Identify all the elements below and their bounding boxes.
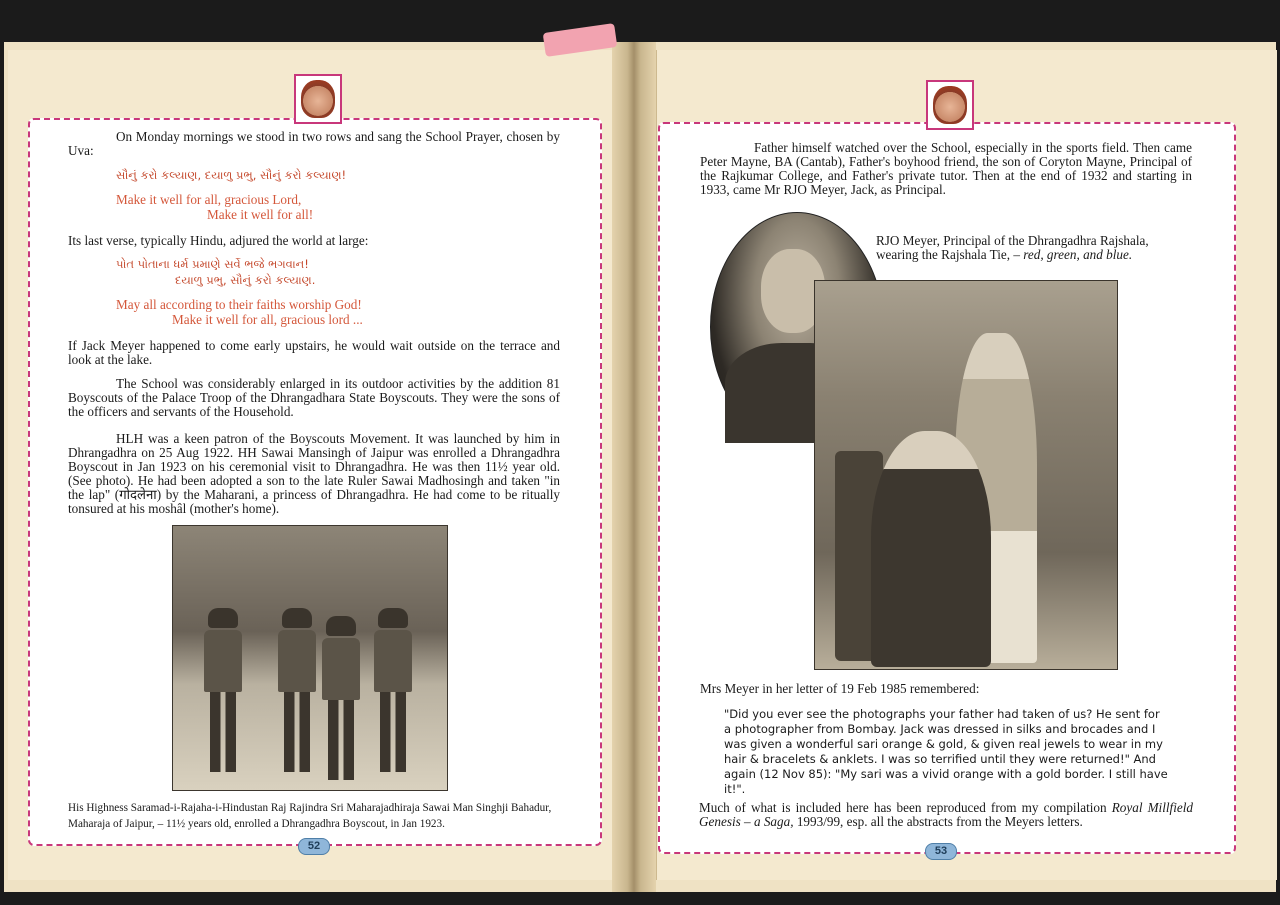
caption-italic: – red, green, and blue.: [1013, 247, 1133, 262]
left-paragraph-3: If Jack Meyer happened to come early upstairs, he would wait outside on the terrace and look at the lake.: [68, 338, 560, 367]
boyscouts-photo: [172, 525, 448, 791]
right-paragraph-3: [699, 801, 1193, 829]
prayer-english-1a: Make it well for all, gracious Lord,: [116, 192, 302, 207]
book-gutter: [612, 42, 656, 892]
left-paragraph-1: On Monday mornings we stood in two rows and sang the School Prayer, chosen by Uva:: [68, 129, 560, 158]
page-number-left: 52: [298, 838, 330, 855]
author-portrait-right: [926, 80, 974, 130]
prayer-gujarati-2a: પોત પોતાના ધર્મ પ્રમાણે સર્વે ભજે ભગવાન!: [116, 257, 309, 271]
left-paragraph-5: HLH was a keen patron of the Boyscouts Movement. It was launched by him in Dhrangadhra on 25 Aug 1922. HH Sawai Mansingh of Jaipur was enrolled a Dhrangadhra Boyscout in Jan 1923 on his ceremonial visit to Dhrangadhra. He was then 11½ year old. (See photo). He had been adopted a son to the late Ruler Sawai Madhosingh and taken "in the lap" (गोदलेना) by the Maharani, a princess of Dhrangadhra. He had come to be ritually tonsured at his moshâl (mother's home).: [68, 431, 560, 516]
prayer-gujarati-2b: દયાળુ પ્રભુ, સૌનું કરો કલ્યાણ.: [175, 273, 316, 287]
letter-quote: "Did you ever see the photographs your father had taken of us? He sent for a photographer from Bombay. Jack was dressed in silks and brocades and I was given a wonderful sari orange & gold, & given real jewels to wear in my hair & bracelets & anklets. I was so terrified until they were returned!" And again (12 Nov 85): "My sari was a vivid orange with a gold border. I still have it!".: [724, 707, 1168, 796]
right-paragraph-2: Mrs Meyer in her letter of 19 Feb 1985 remembered:: [700, 681, 980, 696]
p3-book-title: Royal Millfield Genesis – a Saga,: [699, 800, 1193, 829]
prayer-english-1b: Make it well for all!: [207, 207, 314, 222]
scout-figure: [373, 608, 413, 772]
photo-woman-figure: [871, 431, 991, 667]
left-paragraph-4: The School was considerably enlarged in its outdoor activities by the addition 81 Boyscouts of the Palace Troop of the Dhrangadhara State Boyscouts. They were the sons of the officers and servants of the Household.: [68, 376, 560, 419]
p3-text-end: 1993/99, esp. all the abstracts from the Meyers letters.: [796, 814, 1083, 829]
portrait-face: [301, 80, 335, 118]
boyscouts-photo-caption: His Highness Saramad-i-Rajaha-i-Hindustan Raj Rajindra Sri Maharajadhiraja Sawai Man Singhji Bahadur, Maharaja of Jaipur, – 11½ years old, enrolled a Dhrangadhra Boyscout, in Jan 1923.: [68, 802, 552, 830]
scout-figure: [203, 608, 243, 772]
left-paragraph-2: Its last verse, typically Hindu, adjured the world at large:: [68, 233, 369, 248]
meyer-couple-photo: [814, 280, 1118, 670]
caption-line-2: wearing the Rajshala Tie,: [876, 247, 1011, 262]
scout-figure: [277, 608, 317, 772]
author-portrait-left: [294, 74, 342, 124]
portrait-face: [933, 86, 967, 124]
prayer-english-2a: May all according to their faiths worship God!: [116, 297, 362, 312]
page-number-right: 53: [925, 843, 957, 860]
caption-line-1: RJO Meyer, Principal of the Dhrangadhra Rajshala,: [876, 233, 1149, 248]
meyer-photo-caption: [876, 234, 1196, 262]
prayer-gujarati-1: સૌનું કરો કલ્યાણ, દયાળુ પ્રભુ, સૌનું કરો કલ્યાણ!: [116, 168, 347, 182]
right-paragraph-1: Father himself watched over the School, especially in the sports field. Then came Peter Mayne, BA (Cantab), Father's boyhood friend, the son of Coryton Mayne, Principal of the Rajkumar College, and Father's private tutor. Then at the end of 1932 and starting in 1933, came Mr RJO Meyer, Jack, as Principal.: [700, 140, 1192, 197]
p3-text-start: Much of what is included here has been reproduced from my compilation: [699, 800, 1107, 815]
prayer-english-2b: Make it well for all, gracious lord ...: [172, 312, 363, 327]
scout-figure: [321, 616, 361, 780]
